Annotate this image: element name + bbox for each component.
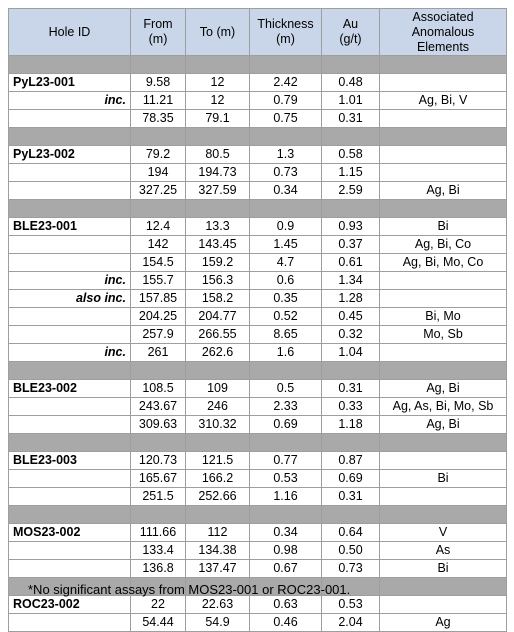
separator-cell xyxy=(9,362,131,380)
table-row xyxy=(9,380,507,398)
cell-from: 261 xyxy=(131,344,186,362)
separator-cell xyxy=(186,362,250,380)
cell-from: 155.7 xyxy=(131,272,186,290)
table-row xyxy=(9,110,507,128)
cell-from: 309.63 xyxy=(131,416,186,434)
cell-hole-id xyxy=(9,308,131,326)
cell-thickness: 0.9 xyxy=(250,218,322,236)
group-separator xyxy=(9,200,507,218)
cell-hole-id xyxy=(9,326,131,344)
cell-hole-id xyxy=(9,182,131,200)
table-row xyxy=(9,146,507,164)
cell-to: 166.2 xyxy=(186,470,250,488)
cell-from: 157.85 xyxy=(131,290,186,308)
cell-au: 0.73 xyxy=(322,560,380,578)
cell-thickness: 1.45 xyxy=(250,236,322,254)
separator-cell xyxy=(250,200,322,218)
cell-elements xyxy=(380,488,507,506)
cell-from: 165.67 xyxy=(131,470,186,488)
cell-hole-id xyxy=(9,470,131,488)
cell-to: 156.3 xyxy=(186,272,250,290)
cell-thickness: 0.73 xyxy=(250,164,322,182)
cell-from: 327.25 xyxy=(131,182,186,200)
cell-to: 327.59 xyxy=(186,182,250,200)
cell-thickness: 0.6 xyxy=(250,272,322,290)
cell-to: 246 xyxy=(186,398,250,416)
cell-elements xyxy=(380,146,507,164)
separator-cell xyxy=(380,578,507,596)
separator-cell xyxy=(131,128,186,146)
separator-cell xyxy=(131,506,186,524)
cell-from: 9.58 xyxy=(131,74,186,92)
cell-from: 204.25 xyxy=(131,308,186,326)
cell-from: 257.9 xyxy=(131,326,186,344)
group-separator xyxy=(9,506,507,524)
cell-from: 194 xyxy=(131,164,186,182)
cell-au: 0.50 xyxy=(322,542,380,560)
cell-au: 1.28 xyxy=(322,290,380,308)
table-row xyxy=(9,308,507,326)
cell-elements: Mo, Sb xyxy=(380,326,507,344)
cell-from: 79.2 xyxy=(131,146,186,164)
cell-au: 0.53 xyxy=(322,596,380,614)
table-row xyxy=(9,524,507,542)
cell-to: 194.73 xyxy=(186,164,250,182)
cell-to: 13.3 xyxy=(186,218,250,236)
cell-from: 54.44 xyxy=(131,614,186,632)
separator-cell xyxy=(322,200,380,218)
separator-cell xyxy=(9,128,131,146)
separator-cell xyxy=(186,56,250,74)
cell-thickness: 0.53 xyxy=(250,470,322,488)
header-from: From (m) xyxy=(131,9,186,56)
separator-cell xyxy=(131,56,186,74)
cell-to: 121.5 xyxy=(186,452,250,470)
separator-cell xyxy=(380,506,507,524)
cell-to: 310.32 xyxy=(186,416,250,434)
cell-hole-id xyxy=(9,236,131,254)
header-au: Au (g/t) xyxy=(322,9,380,56)
cell-elements: Bi xyxy=(380,218,507,236)
cell-to: 252.66 xyxy=(186,488,250,506)
cell-au: 0.93 xyxy=(322,218,380,236)
cell-thickness: 2.42 xyxy=(250,74,322,92)
cell-from: 251.5 xyxy=(131,488,186,506)
cell-hole-id xyxy=(9,542,131,560)
cell-hole-id xyxy=(9,254,131,272)
cell-to: 79.1 xyxy=(186,110,250,128)
cell-to: 109 xyxy=(186,380,250,398)
cell-from: 108.5 xyxy=(131,380,186,398)
separator-cell xyxy=(380,200,507,218)
cell-elements: Ag, Bi xyxy=(380,380,507,398)
cell-au: 0.64 xyxy=(322,524,380,542)
cell-elements xyxy=(380,344,507,362)
cell-au: 0.87 xyxy=(322,452,380,470)
cell-thickness: 0.77 xyxy=(250,452,322,470)
cell-elements: Ag, Bi, V xyxy=(380,92,507,110)
table-body xyxy=(9,56,507,632)
separator-cell xyxy=(380,128,507,146)
table-row xyxy=(9,218,507,236)
cell-hole-id: inc. xyxy=(9,92,131,110)
separator-cell xyxy=(250,506,322,524)
table-row xyxy=(9,290,507,308)
cell-thickness: 0.52 xyxy=(250,308,322,326)
cell-hole-id: inc. xyxy=(9,272,131,290)
group-separator xyxy=(9,362,507,380)
header-elements: Associated Anomalous Elements xyxy=(380,9,507,56)
header-thickness: Thickness (m) xyxy=(250,9,322,56)
separator-cell xyxy=(250,362,322,380)
table-row xyxy=(9,398,507,416)
cell-elements: Ag, Bi xyxy=(380,182,507,200)
cell-from: 142 xyxy=(131,236,186,254)
table-row xyxy=(9,452,507,470)
cell-hole-id: BLE23-002 xyxy=(9,380,131,398)
cell-au: 0.45 xyxy=(322,308,380,326)
cell-elements: Ag xyxy=(380,614,507,632)
cell-au: 0.69 xyxy=(322,470,380,488)
separator-cell xyxy=(380,434,507,452)
cell-to: 112 xyxy=(186,524,250,542)
separator-cell xyxy=(9,56,131,74)
separator-cell xyxy=(380,362,507,380)
cell-elements: Bi xyxy=(380,470,507,488)
table-header xyxy=(9,9,507,56)
cell-thickness: 0.98 xyxy=(250,542,322,560)
cell-au: 2.59 xyxy=(322,182,380,200)
cell-elements xyxy=(380,290,507,308)
cell-thickness: 0.63 xyxy=(250,596,322,614)
separator-cell xyxy=(322,362,380,380)
cell-to: 262.6 xyxy=(186,344,250,362)
cell-from: 11.21 xyxy=(131,92,186,110)
table-row xyxy=(9,182,507,200)
cell-hole-id xyxy=(9,110,131,128)
cell-from: 22 xyxy=(131,596,186,614)
cell-to: 204.77 xyxy=(186,308,250,326)
table-row xyxy=(9,488,507,506)
cell-hole-id xyxy=(9,488,131,506)
cell-from: 243.67 xyxy=(131,398,186,416)
cell-hole-id: ROC23-002 xyxy=(9,596,131,614)
table-row xyxy=(9,164,507,182)
table-row xyxy=(9,416,507,434)
separator-cell xyxy=(186,128,250,146)
cell-thickness: 1.3 xyxy=(250,146,322,164)
cell-thickness: 0.69 xyxy=(250,416,322,434)
cell-to: 134.38 xyxy=(186,542,250,560)
cell-to: 158.2 xyxy=(186,290,250,308)
cell-elements: Ag, As, Bi, Mo, Sb xyxy=(380,398,507,416)
cell-elements xyxy=(380,74,507,92)
cell-thickness: 1.6 xyxy=(250,344,322,362)
cell-to: 143.45 xyxy=(186,236,250,254)
cell-hole-id: BLE23-003 xyxy=(9,452,131,470)
cell-au: 1.18 xyxy=(322,416,380,434)
cell-hole-id xyxy=(9,560,131,578)
cell-elements xyxy=(380,272,507,290)
cell-to: 159.2 xyxy=(186,254,250,272)
cell-elements: Bi xyxy=(380,560,507,578)
separator-cell xyxy=(131,362,186,380)
cell-hole-id: MOS23-002 xyxy=(9,524,131,542)
cell-from: 120.73 xyxy=(131,452,186,470)
cell-au: 0.33 xyxy=(322,398,380,416)
assay-results-table xyxy=(8,8,507,632)
cell-elements: Ag, Bi xyxy=(380,416,507,434)
separator-cell xyxy=(186,506,250,524)
header-hole-id: Hole ID xyxy=(9,9,131,56)
separator-cell xyxy=(186,200,250,218)
cell-au: 2.04 xyxy=(322,614,380,632)
table-row xyxy=(9,326,507,344)
table-row xyxy=(9,542,507,560)
cell-thickness: 0.5 xyxy=(250,380,322,398)
cell-hole-id xyxy=(9,416,131,434)
header-to: To (m) xyxy=(186,9,250,56)
cell-from: 154.5 xyxy=(131,254,186,272)
cell-from: 111.66 xyxy=(131,524,186,542)
cell-hole-id: BLE23-001 xyxy=(9,218,131,236)
separator-cell xyxy=(322,128,380,146)
cell-thickness: 0.34 xyxy=(250,524,322,542)
cell-thickness: 0.34 xyxy=(250,182,322,200)
cell-to: 80.5 xyxy=(186,146,250,164)
cell-thickness: 0.79 xyxy=(250,92,322,110)
cell-to: 12 xyxy=(186,92,250,110)
footnote: *No significant assays from MOS23-001 or ROC23-001. xyxy=(28,582,351,597)
cell-thickness: 8.65 xyxy=(250,326,322,344)
cell-to: 54.9 xyxy=(186,614,250,632)
table-row xyxy=(9,596,507,614)
separator-cell xyxy=(131,434,186,452)
cell-hole-id: PyL23-001 xyxy=(9,74,131,92)
cell-thickness: 4.7 xyxy=(250,254,322,272)
cell-to: 137.47 xyxy=(186,560,250,578)
separator-cell xyxy=(9,506,131,524)
cell-to: 12 xyxy=(186,74,250,92)
cell-from: 133.4 xyxy=(131,542,186,560)
separator-cell xyxy=(250,434,322,452)
cell-elements: As xyxy=(380,542,507,560)
cell-au: 1.15 xyxy=(322,164,380,182)
table-row xyxy=(9,614,507,632)
separator-cell xyxy=(9,434,131,452)
separator-cell xyxy=(9,200,131,218)
cell-elements: Bi, Mo xyxy=(380,308,507,326)
cell-elements xyxy=(380,164,507,182)
cell-au: 0.32 xyxy=(322,326,380,344)
cell-from: 136.8 xyxy=(131,560,186,578)
cell-hole-id: PyL23-002 xyxy=(9,146,131,164)
separator-cell xyxy=(322,506,380,524)
cell-au: 0.31 xyxy=(322,110,380,128)
cell-to: 266.55 xyxy=(186,326,250,344)
separator-cell xyxy=(322,56,380,74)
cell-to: 22.63 xyxy=(186,596,250,614)
table-row xyxy=(9,236,507,254)
group-separator xyxy=(9,56,507,74)
cell-thickness: 0.75 xyxy=(250,110,322,128)
cell-from: 78.35 xyxy=(131,110,186,128)
cell-au: 0.31 xyxy=(322,380,380,398)
cell-hole-id: inc. xyxy=(9,344,131,362)
separator-cell xyxy=(186,434,250,452)
cell-elements: Ag, Bi, Mo, Co xyxy=(380,254,507,272)
cell-elements xyxy=(380,452,507,470)
cell-au: 1.01 xyxy=(322,92,380,110)
cell-elements xyxy=(380,596,507,614)
table-row xyxy=(9,344,507,362)
cell-hole-id xyxy=(9,398,131,416)
table-row xyxy=(9,470,507,488)
cell-hole-id xyxy=(9,614,131,632)
separator-cell xyxy=(250,56,322,74)
cell-elements xyxy=(380,110,507,128)
table-row xyxy=(9,92,507,110)
separator-cell xyxy=(131,200,186,218)
cell-au: 0.61 xyxy=(322,254,380,272)
cell-thickness: 2.33 xyxy=(250,398,322,416)
cell-thickness: 1.16 xyxy=(250,488,322,506)
group-separator xyxy=(9,128,507,146)
table-row xyxy=(9,254,507,272)
cell-thickness: 0.46 xyxy=(250,614,322,632)
table-row xyxy=(9,560,507,578)
cell-hole-id: also inc. xyxy=(9,290,131,308)
header-row xyxy=(9,9,507,56)
cell-thickness: 0.35 xyxy=(250,290,322,308)
table-row xyxy=(9,74,507,92)
cell-au: 0.31 xyxy=(322,488,380,506)
cell-au: 1.04 xyxy=(322,344,380,362)
cell-thickness: 0.67 xyxy=(250,560,322,578)
separator-cell xyxy=(322,434,380,452)
cell-elements: Ag, Bi, Co xyxy=(380,236,507,254)
cell-hole-id xyxy=(9,164,131,182)
cell-au: 0.58 xyxy=(322,146,380,164)
cell-from: 12.4 xyxy=(131,218,186,236)
table-row xyxy=(9,272,507,290)
cell-au: 1.34 xyxy=(322,272,380,290)
cell-elements: V xyxy=(380,524,507,542)
cell-au: 0.48 xyxy=(322,74,380,92)
group-separator xyxy=(9,434,507,452)
separator-cell xyxy=(380,56,507,74)
cell-au: 0.37 xyxy=(322,236,380,254)
separator-cell xyxy=(250,128,322,146)
